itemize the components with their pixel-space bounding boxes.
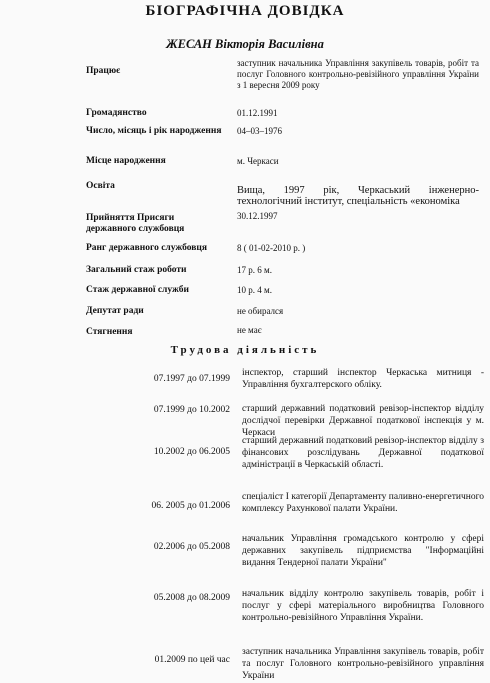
field-value-birthplace: м. Черкаси (237, 156, 279, 166)
document-title: БІОГРАФІЧНА ДОВІДКА (145, 3, 345, 19)
work-period: 01.2009 по цей час (154, 655, 230, 665)
work-description: старший державний податковий ревізор-інспектор відділу з фінансових розслідувань Державної податкової адміністрації в Черкаській області. (242, 436, 484, 470)
field-label-rank: Ранг державного службовця (86, 243, 208, 253)
field-value-rank: 8 ( 01-02-2010 р. ) (237, 243, 306, 253)
field-value-birthdate: 04–03–1976 (237, 126, 282, 136)
work-description: старший державний податковий ревізор-інспектор відділу дослідчої перевірки Державної податкової інспекція у м. Черкаси (242, 404, 484, 438)
field-value-employment: заступник начальника Управління закупівель товарів, робіт та послуг Головного контрольно-ревізійного управління України з 1 вересня 2009 року (237, 58, 479, 90)
field-label-birthplace: Місце народження (86, 156, 166, 166)
field-value-total-experience: 17 р. 6 м. (237, 265, 272, 275)
field-value-deputy: не обирался (237, 306, 284, 316)
field-label-education: Освіта (86, 181, 115, 191)
work-description: спеціаліст І категорії Департаменту паливно-енергетичного комплексу Рахункової палати України. (242, 492, 484, 514)
field-label-birthdate: Число, місяць і рік народження (86, 126, 222, 136)
person-name: ЖЕСАН Вікторія Василівна (166, 37, 324, 51)
field-label-oath: Прийняття Присяги державного службовця (86, 213, 185, 234)
field-label-total-experience: Загальний стаж роботи (86, 265, 187, 275)
work-description: інспектор, старший інспектор Черкаська митниця - Управління бухгалтерского обліку. (242, 368, 484, 390)
field-value-education: Вища, 1997 рік, Черкаський інженерно-технологічний інститут, спеціальність «економіка (237, 185, 479, 207)
field-label-deputy: Депутат ради (86, 306, 144, 316)
work-period: 02.2006 до 05.2008 (153, 542, 230, 552)
work-description: начальник Управління громадського контролю у сфері державних закупівель підприємства "Інформаційні видання Тендерної палати України" (242, 534, 484, 568)
field-value-oath: 30.12.1997 (237, 211, 278, 221)
field-label-penalties: Стягнення (86, 327, 133, 337)
field-label-citizenship: Громадянство (86, 108, 147, 118)
work-period: 10.2002 до 06.2005 (153, 447, 230, 457)
field-value-civil-service: 10 р. 4 м. (237, 285, 272, 295)
work-description: начальник відділу контролю закупівель товарів, робіт і послуг у сфері матеріального виробництва Головного контрольно-ревізійного Управління України. (242, 589, 484, 623)
work-period: 07.1999 до 10.2002 (153, 405, 230, 415)
field-value-penalties: не має (237, 325, 262, 335)
work-period: 05.2008 до 08.2009 (153, 593, 230, 603)
work-period: 07.1997 до 07.1999 (153, 374, 230, 384)
field-value-citizenship: 01.12.1991 (237, 108, 278, 118)
work-description: заступник начальника Управління закупівель товарів, робіт та послуг Головного контрольно-ревізійного управління України (242, 647, 484, 681)
work-period: 06. 2005 до 01.2006 (151, 501, 230, 511)
work-section-title: Трудова діяльність (170, 344, 320, 356)
field-label-employment: Працює (86, 66, 121, 76)
field-label-civil-service: Стаж державної служби (86, 285, 190, 295)
